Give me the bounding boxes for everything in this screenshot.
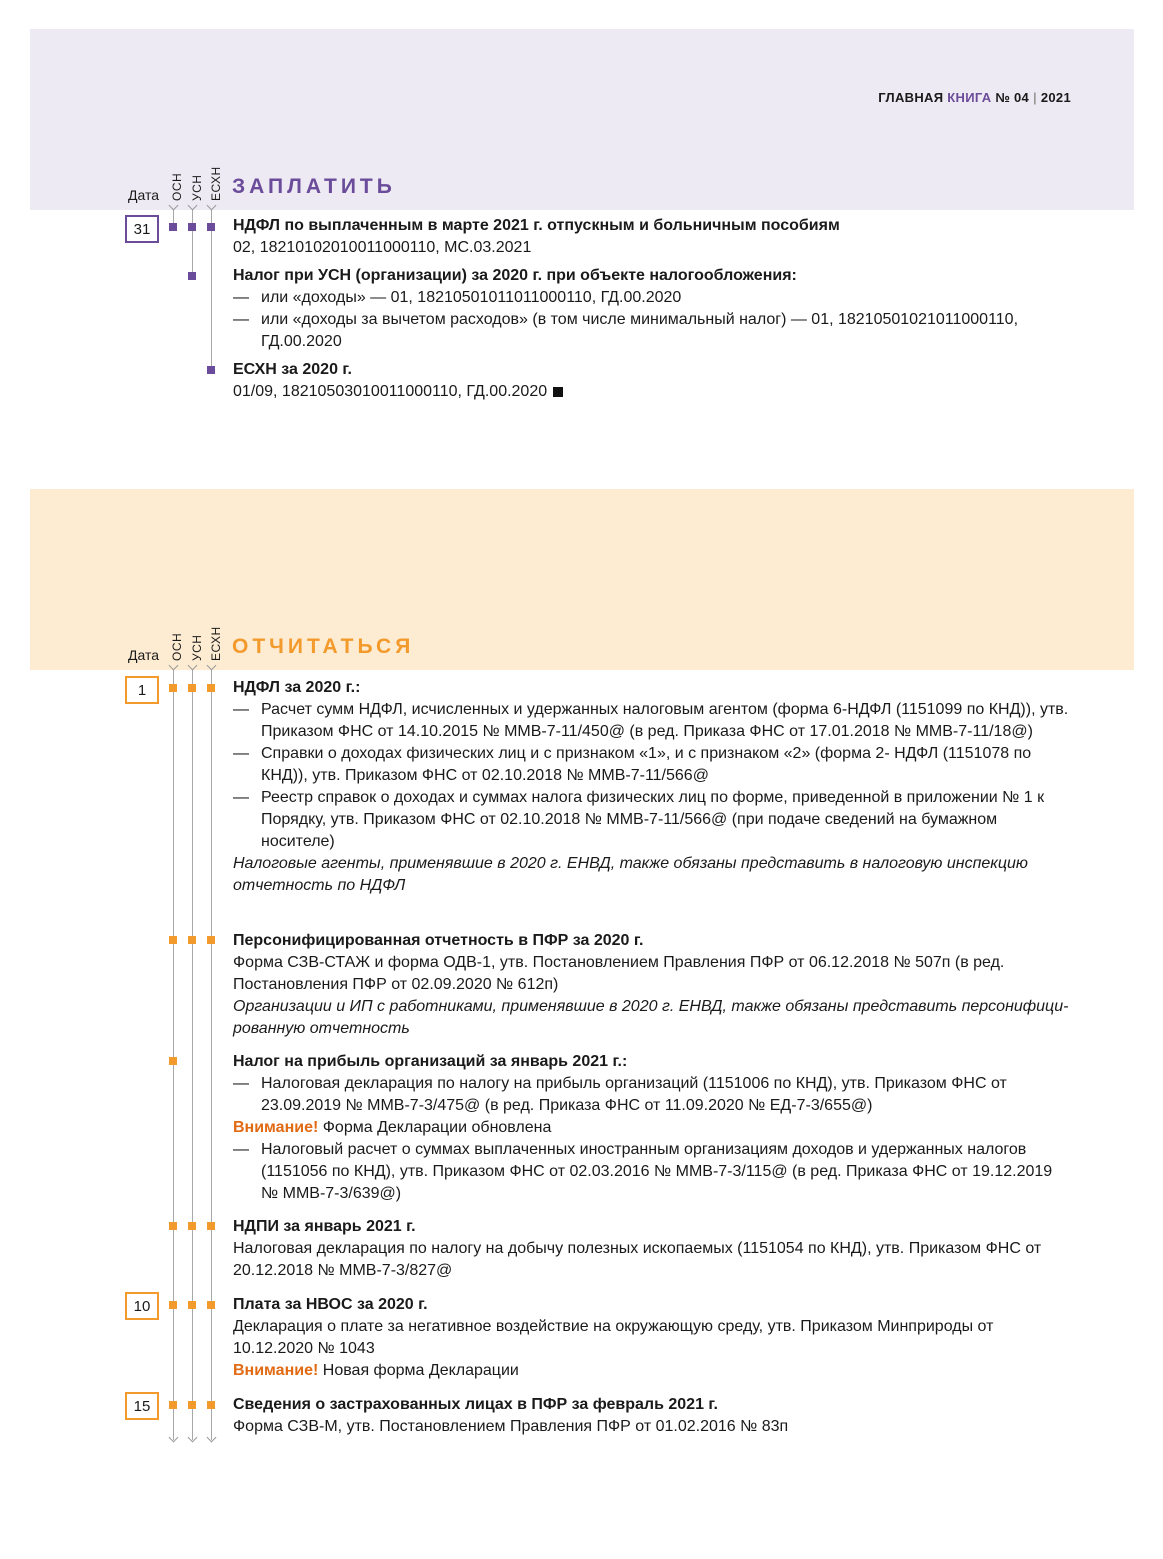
warning-text: Форма Декларации обновлена bbox=[322, 1119, 552, 1136]
usn-timeline bbox=[192, 210, 193, 276]
entry-note: Организации и ИП с работниками, применявшие в 2020 г. ЕНВД, также обязаны представить персонифицированную отчетность bbox=[233, 998, 1069, 1037]
date-box-15: 15 bbox=[125, 1392, 159, 1420]
usn-marker bbox=[188, 936, 196, 944]
entry-dash-item: — Справки о доходах физических лиц и с признаком «1», и с признаком «2» (форма 2- НДФЛ (1151078 по КНД)), утв. Приказом ФНС от 02.10.2018 № ММВ-7-11/566@ bbox=[233, 743, 1073, 787]
entry-dash-item: — Расчет сумм НДФЛ, исчисленных и удержанных налоговым агентом (форма 6-НДФЛ (1151099 по КНД)), утв. Приказом ФНС от 14.10.2015 № ММВ-7-11/450@ (в ред. Приказа ФНС от 17.01.2018 № ММВ-7-11/18@) bbox=[233, 699, 1073, 743]
report-entry-szv-m bbox=[233, 1394, 1073, 1438]
entry-title: Налог на прибыль организаций за январь 2021 г.: bbox=[233, 1053, 628, 1070]
warning-label: Внимание! bbox=[233, 1119, 319, 1136]
report-section-title: ОТЧИТАТЬСЯ bbox=[232, 635, 415, 658]
report-entry-ndfl bbox=[233, 677, 1073, 897]
masthead bbox=[878, 90, 1071, 105]
report-entry-nvos bbox=[233, 1294, 1073, 1382]
date-column-label: Дата bbox=[128, 187, 160, 203]
entry-text: Декларация о плате за негативное воздействие на окружающую среду, утв. Приказом Минприроды от 10.12.2020 № 1043 bbox=[233, 1318, 994, 1357]
masthead-separator: | bbox=[1033, 90, 1037, 105]
issue-year: 2021 bbox=[1040, 90, 1071, 105]
usn-marker bbox=[188, 272, 196, 280]
eshn-marker bbox=[207, 1222, 215, 1230]
usn-timeline bbox=[192, 670, 193, 1440]
entry-text: Форма СЗВ-М, утв. Постановлением Правления ПФР от 01.02.2016 № 83п bbox=[233, 1418, 789, 1435]
osn-marker bbox=[169, 684, 177, 692]
entry-title: НДФЛ по выплаченным в марте 2021 г. отпускным и больничным пособиям bbox=[233, 217, 840, 234]
report-entry-pfr-annual bbox=[233, 930, 1073, 1040]
entry-text: 01/09, 18210503010011000110, ГД.00.2020 bbox=[233, 383, 548, 400]
entry-text: 02, 18210102010011000110, МС.03.2021 bbox=[233, 239, 532, 256]
eshn-marker bbox=[207, 1301, 215, 1309]
osn-arrow-bottom bbox=[169, 1433, 179, 1443]
entry-title: Сведения о застрахованных лицах в ПФР за февраль 2021 г. bbox=[233, 1396, 718, 1413]
date-box-1: 1 bbox=[125, 676, 159, 704]
usn-marker bbox=[188, 1222, 196, 1230]
osn-column-label: ОСН bbox=[170, 172, 184, 201]
usn-marker bbox=[188, 1301, 196, 1309]
brand-accent: КНИГА bbox=[947, 90, 992, 105]
entry-warning bbox=[233, 1360, 1073, 1382]
entry-text: Налоговая декларация по налогу на добычу полезных ископаемых (1151054 по КНД), утв. Приказом ФНС от 20.12.2018 № ММВ-7-3/827@ bbox=[233, 1240, 1042, 1279]
eshn-column-label: ЕСХН bbox=[209, 166, 223, 201]
entry-warning bbox=[233, 1117, 1073, 1139]
entry-title: Плата за НВОС за 2020 г. bbox=[233, 1296, 428, 1313]
entry-title: ЕСХН за 2020 г. bbox=[233, 361, 352, 378]
date-box-10: 10 bbox=[125, 1292, 159, 1320]
usn-marker bbox=[188, 684, 196, 692]
report-section-header bbox=[128, 617, 1128, 663]
usn-marker bbox=[188, 223, 196, 231]
warning-text: Новая форма Декларации bbox=[322, 1362, 519, 1379]
pay-section-header bbox=[128, 157, 1128, 203]
report-entry-ndpi bbox=[233, 1216, 1073, 1282]
osn-column-label: ОСН bbox=[170, 632, 184, 661]
pay-entry-ndfl bbox=[233, 215, 1073, 259]
osn-marker bbox=[169, 1222, 177, 1230]
entry-dash-item: — Налоговая декларация по налогу на прибыль организаций (1151006 по КНД), утв. Приказом ФНС от 23.09.2019 № ММВ-7-3/475@ (в ред. Приказа ФНС от 11.09.2020 № ЕД-7-3/655@) bbox=[233, 1073, 1073, 1117]
osn-marker bbox=[169, 936, 177, 944]
entry-note: Налоговые агенты, применявшие в 2020 г. ЕНВД, также обязаны представить в налоговую инспекцию отчетность по НДФЛ bbox=[233, 855, 1028, 894]
entry-dash-item: — или «доходы за вычетом расходов» (в том числе минимальный налог) — 01, 18210501021011000110, ГД.00.2020 bbox=[233, 309, 1073, 353]
report-entry-profit-tax bbox=[233, 1051, 1073, 1205]
brand-main: ГЛАВНАЯ bbox=[878, 90, 944, 105]
eshn-marker bbox=[207, 366, 215, 374]
usn-arrow-bottom bbox=[188, 1433, 198, 1443]
eshn-marker bbox=[207, 936, 215, 944]
osn-marker bbox=[169, 1401, 177, 1409]
eshn-column-label: ЕСХН bbox=[209, 626, 223, 661]
eshn-arrow-bottom bbox=[207, 1433, 217, 1443]
end-of-section-mark bbox=[553, 387, 563, 397]
warning-label: Внимание! bbox=[233, 1362, 319, 1379]
entry-text-wrap bbox=[233, 381, 1073, 403]
osn-marker bbox=[169, 1057, 177, 1065]
entry-dash-item: — Реестр справок о доходах и суммах налога физических лиц по форме, приведенной в приложении № 1 к Порядку, утв. Приказом ФНС от 02.10.2018 № ММВ-7-11/566@ (при подаче сведений на бумажном носителе) bbox=[233, 787, 1073, 853]
eshn-marker bbox=[207, 223, 215, 231]
usn-column-label: УСН bbox=[190, 634, 204, 661]
eshn-timeline bbox=[211, 210, 212, 370]
issue-number: № 04 bbox=[995, 90, 1030, 105]
eshn-marker bbox=[207, 684, 215, 692]
entry-title: НДФЛ за 2020 г.: bbox=[233, 679, 361, 696]
usn-marker bbox=[188, 1401, 196, 1409]
osn-marker bbox=[169, 223, 177, 231]
eshn-timeline bbox=[211, 670, 212, 1440]
entry-text: Форма СЗВ-СТАЖ и форма ОДВ-1, утв. Постановлением Правления ПФР от 06.12.2018 № 507п (в ред. Постановления ПФР от 02.09.2020 № 612п) bbox=[233, 954, 1005, 993]
usn-column-label: УСН bbox=[190, 174, 204, 201]
entry-dash-item: — Налоговый расчет о суммах выплаченных иностранным организациям доходов и удержанных налогов (1151056 по КНД), утв. Приказом ФНС от 02.03.2016 № ММВ-7-3/115@ (в ред. Приказа ФНС от 19.12.2019 № ММВ-7-3/639@) bbox=[233, 1139, 1073, 1205]
pay-section-title: ЗАПЛАТИТЬ bbox=[232, 175, 396, 198]
entry-title: Персонифицированная отчетность в ПФР за 2020 г. bbox=[233, 932, 644, 949]
entry-title: Налог при УСН (организации) за 2020 г. при объекте налогообложения: bbox=[233, 267, 797, 284]
pay-entry-usn bbox=[233, 265, 1073, 353]
pay-entry-eshn bbox=[233, 359, 1073, 403]
osn-timeline bbox=[173, 670, 174, 1440]
date-box-31: 31 bbox=[125, 215, 159, 243]
entry-title: НДПИ за январь 2021 г. bbox=[233, 1218, 416, 1235]
osn-marker bbox=[169, 1301, 177, 1309]
date-column-label: Дата bbox=[128, 647, 160, 663]
entry-dash-item: — или «доходы» — 01, 18210501011011000110, ГД.00.2020 bbox=[233, 287, 1073, 309]
eshn-marker bbox=[207, 1401, 215, 1409]
